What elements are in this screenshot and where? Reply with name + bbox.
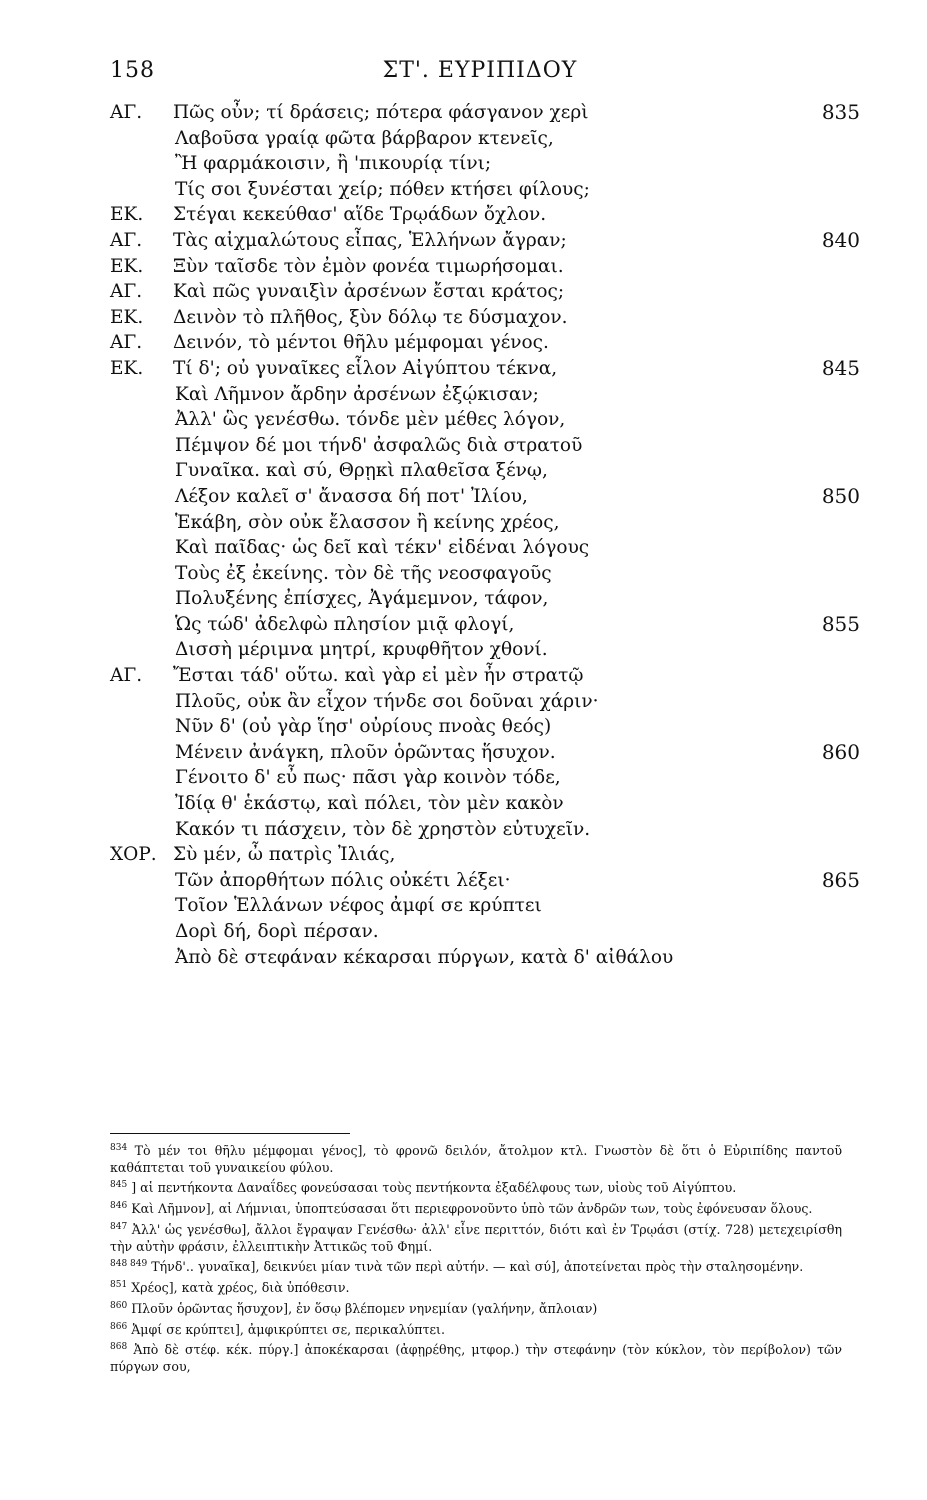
line-number: 855 — [821, 611, 860, 636]
verse-text-line: Τὰς αἰχμαλώτους εἶπας, Ἑλλήνων ἄγραν; — [173, 229, 567, 251]
footnote-ref: 834 — [110, 1143, 128, 1153]
verse-line — [110, 279, 860, 305]
line-number: 840 — [821, 227, 860, 252]
line-number: 850 — [821, 483, 860, 508]
footnote — [110, 1219, 842, 1255]
verse-line — [110, 586, 860, 612]
verse-line — [110, 177, 860, 203]
footnote-text: Τὸ μέν τοι θῆλυ μέμφομαι γένος], τὸ φρονῶ δειλόν, ἄτολμον κτλ. Γνωστὸν δὲ ὅτι ὁ Εὐριπίδης παντοῦ καθάπτεται τοῦ γυναικείου φύλου. — [110, 1143, 842, 1175]
verse-line — [110, 356, 860, 382]
verse-line — [110, 254, 860, 280]
verse-line — [110, 663, 860, 689]
verse-text-line: Γυναῖκα. καὶ σύ, Θρῃκὶ πλαθεῖσα ξένῳ, — [175, 460, 548, 482]
page-header — [110, 58, 850, 94]
speaker-label: ΕΚ. — [110, 255, 144, 277]
verse-line — [110, 151, 860, 177]
verse-text-line: Λέξον καλεῖ σ' ἄνασσα δή ποτ' Ἰλίου, — [175, 485, 528, 507]
verse-line — [110, 407, 860, 433]
verse-text-line: Καὶ πῶς γυναιξὶν ἀρσένων ἔσται κράτος; — [173, 281, 565, 303]
footnote-text: Τήνδ'.. γυναῖκα], δεικνύει μίαν τινὰ τῶν περὶ αὐτήν. — καὶ σύ], ἀποτείνεται πρὸς τὴν σταλησομένην. — [151, 1259, 804, 1275]
verse-text-line: Στέγαι κεκεύθασ' αἵδε Τρῳάδων ὄχλον. — [173, 204, 547, 226]
footnote — [110, 1256, 842, 1276]
verse-line — [110, 458, 860, 484]
verse-line — [110, 202, 860, 228]
verse-line — [110, 842, 860, 868]
footnote-text: Ἀπὸ δὲ στέφ. κέκ. πύργ.] ἀποκέκαρσαι (ἀφῃρέθης, μτφορ.) τὴν στεφάνην (τὸν κύκλον, τὸν περίβολον) τῶν πύργων σου, — [110, 1342, 842, 1375]
verse-text-line: Ἀπὸ δὲ στεφάναν κέκαρσαι πύργων, κατὰ δ' αἰθάλου — [175, 946, 674, 968]
speaker-label: ΑΓ. — [110, 102, 143, 123]
verse-line — [110, 561, 860, 587]
verse-line — [110, 382, 860, 408]
footnote-text: Ἀμφί σε κρύπτει], ἀμφικρύπτει σε, περικαλύπτει. — [131, 1321, 446, 1337]
verse-line — [110, 689, 860, 715]
footnote-ref: 868 — [110, 1342, 128, 1353]
verse-text-line: Ἢ φαρμάκοισιν, ἢ 'πικουρίᾳ τίνι; — [175, 153, 492, 175]
verse-text-line: Τῶν ἀπορθήτων πόλις οὐκέτι λέξει· — [175, 869, 511, 891]
verse-text-line: Δεινὸν τὸ πλῆθος, ξὺν δόλῳ τε δύσμαχον. — [173, 306, 568, 328]
line-number: 860 — [821, 739, 860, 764]
verse-text-line: Τί δ'; οὐ γυναῖκες εἷλον Αἰγύπτου τέκνα, — [173, 357, 558, 379]
verse-text-line: Ἑκάβη, σὸν οὐκ ἔλασσον ἢ κείνης χρέος, — [175, 511, 560, 533]
verse-text-line: Τοῖον Ἑλλάνων νέφος ἀμφί σε κρύπτει — [175, 895, 542, 917]
verse-line — [110, 817, 860, 843]
verse-text-line: Κακόν τι πάσχειν, τὸν δὲ χρηστὸν εὐτυχεῖν. — [175, 818, 591, 840]
footnote-ref: 846 — [110, 1201, 128, 1212]
line-number: 835 — [821, 100, 860, 124]
verse-text-line: Πλοῦς, οὐκ ἂν εἶχον τήνδε σοι δοῦναι χάριν· — [175, 690, 599, 712]
footnote — [110, 1277, 842, 1297]
verse-line — [110, 126, 860, 152]
footnote-rule — [110, 1133, 350, 1134]
speaker-label: ΧΟΡ. — [110, 844, 157, 866]
verse-text — [110, 100, 860, 970]
verse-text-line: Καὶ παῖδας· ὡς δεῖ καὶ τέκν' εἰδέναι λόγους — [175, 537, 590, 559]
footnote-ref: 847 — [110, 1221, 128, 1232]
verse-line — [110, 893, 860, 919]
verse-text-line: Μένειν ἀνάγκη, πλοῦν ὁρῶντας ἥσυχον. — [175, 741, 556, 763]
verse-line — [110, 510, 860, 536]
footnote — [110, 1140, 842, 1176]
footnote-text: Χρέος], κατὰ χρέος, διὰ ὑπόθεσιν. — [131, 1280, 350, 1296]
verse-text-line: Δεινόν, τὸ μέντοι θῆλυ μέμφομαι γένος. — [173, 332, 549, 354]
verse-text-line: Καὶ Λῆμνον ἄρδην ἀρσένων ἐξῴκισαν; — [175, 383, 539, 405]
footnote — [110, 1177, 842, 1197]
verse-text-line: Ὡς τώδ' ἀδελφὼ πλησίον μιᾷ φλογί, — [175, 613, 515, 635]
footnote-ref: 866 — [110, 1321, 128, 1332]
line-number: 845 — [821, 355, 860, 380]
verse-text-line: Γένοιτο δ' εὖ πως· πᾶσι γὰρ κοινὸν τόδε, — [175, 767, 561, 789]
verse-line — [110, 484, 860, 510]
verse-line — [110, 612, 860, 638]
speaker-label: ΕΚ. — [110, 306, 144, 328]
verse-text-line: Ξὺν ταῖσδε τὸν ἐμὸν φονέα τιμωρήσομαι. — [173, 255, 564, 277]
verse-text-line: Πέμψον δέ μοι τήνδ' ἀσφαλῶς διὰ στρατοῦ — [175, 434, 583, 456]
verse-line — [110, 765, 860, 791]
footnote-text: ] αἱ πεντήκοντα Δαναΐδες φονεύσασαι τοὺς πεντήκοντα ἐξαδέλφους των, υἱοὺς τοῦ Αἰγύπτου. — [131, 1180, 737, 1196]
verse-text-line: Δισσὴ μέριμνα μητρί, κρυφθῆτον χθονί. — [175, 639, 548, 661]
speaker-label: ΑΓ. — [110, 665, 143, 687]
verse-line — [110, 637, 860, 663]
footnote-text: Ἀλλ' ὡς γενέσθω], ἄλλοι ἔγραψαν Γενέσθω· ἀλλ' εἶνε περιττόν, διότι καὶ ἐν Τρῳάσι (στίχ. 728) μετεχειρίσθη τὴν αὐτὴν φράσιν, ἐλλειπτικὴν Ἀττικῶς τοῦ Φημί. — [110, 1222, 842, 1254]
verse-text-line: Ἰδίᾳ θ' ἑκάστῳ, καὶ πόλει, τὸν μὲν κακὸν — [175, 793, 564, 815]
speaker-label: ΑΓ. — [110, 281, 143, 303]
verse-line — [110, 100, 860, 126]
verse-text-line: Ἀλλ' ὣς γενέσθω. τόνδε μὲν μέθες λόγον, — [175, 409, 566, 431]
speaker-label: ΕΚ. — [110, 204, 144, 226]
verse-line — [110, 228, 860, 254]
verse-line — [110, 945, 860, 971]
footnotes — [110, 1140, 842, 1377]
footnote-ref: 848 849 — [110, 1259, 148, 1270]
verse-line — [110, 433, 860, 459]
verse-text-line: Δορὶ δή, δορὶ πέρσαν. — [175, 921, 379, 942]
verse-text-line: Τίς σοι ξυνέσται χείρ; πόθεν κτήσει φίλους; — [175, 178, 590, 200]
verse-line — [110, 714, 860, 740]
verse-text-line: Λαβοῦσα γραίᾳ φῶτα βάρβαρον κτενεῖς, — [175, 127, 554, 149]
verse-text-line: Πῶς οὖν; τί δράσεις; πότερα φάσγανον χερὶ — [173, 102, 589, 123]
page-number: 158 — [110, 58, 155, 83]
verse-line — [110, 740, 860, 766]
speaker-label: ΕΚ. — [110, 357, 144, 379]
verse-line — [110, 868, 860, 894]
verse-text-line: Ἔσται τάδ' οὕτω. καὶ γὰρ εἰ μὲν ἦν στρατῷ — [173, 665, 584, 687]
footnote — [110, 1339, 842, 1375]
speaker-label: ΑΓ. — [110, 229, 143, 251]
footnote — [110, 1298, 842, 1318]
speaker-label: ΑΓ. — [110, 332, 143, 354]
footnote — [110, 1319, 842, 1339]
verse-text-line: Τοὺς ἐξ ἐκείνης. τὸν δὲ τῆς νεοσφαγοῦς — [175, 562, 552, 584]
verse-line — [110, 919, 860, 945]
verse-text-line: Νῦν δ' (οὐ γὰρ ἵησ' οὐρίους πνοὰς θεός) — [175, 716, 552, 738]
verse-line — [110, 535, 860, 561]
footnote — [110, 1198, 842, 1218]
footnote-ref: 851 — [110, 1280, 128, 1291]
footnote-text: Πλοῦν ὁρῶντας ἥσυχον], ἐν ὅσῳ βλέπομεν νηνεμίαν (γαλήνην, ἄπλοιαν) — [131, 1301, 598, 1317]
verse-text-line: Πολυξένης ἐπίσχες, Ἀγάμεμνον, τάφον, — [175, 588, 549, 610]
line-number: 865 — [821, 867, 860, 892]
verse-line — [110, 330, 860, 356]
verse-text-line: Σὺ μέν, ὦ πατρὶς Ἰλιάς, — [173, 844, 396, 866]
footnote-text: Καὶ Λῆμνον], αἱ Λήμνιαι, ὑποπτεύσασαι ὅτι περιεφρονοῦντο ὑπὸ τῶν ἀνδρῶν των, τοὺς ἐφόνευσαν ὅλους. — [131, 1201, 813, 1217]
verse-line — [110, 305, 860, 331]
verse-line — [110, 791, 860, 817]
footnote-ref: 845 — [110, 1180, 128, 1191]
footnote-ref: 860 — [110, 1300, 128, 1311]
running-title: ΣΤ'. ΕΥΡΙΠΙΔΟΥ — [382, 58, 578, 83]
